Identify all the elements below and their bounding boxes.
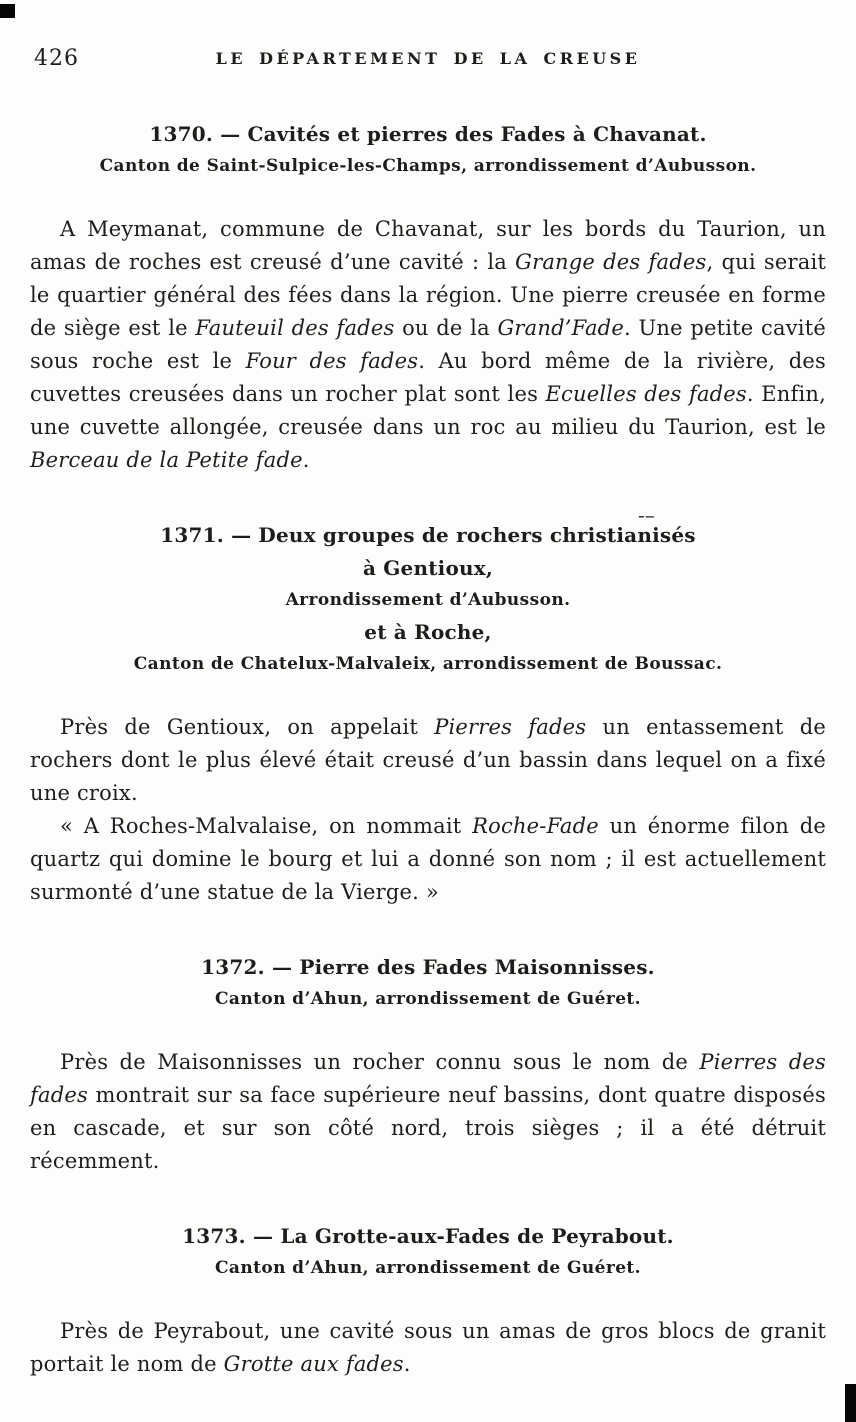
entry-heading-line: 1372. — Pierre des Fades Maisonnisses. — [201, 955, 655, 979]
entries-container — [0, 118, 856, 1381]
entry-heading — [30, 118, 826, 182]
text-segment: , qui serait le quartier général des fées dans la région. Une pierre creusée en forme de siège est le — [30, 250, 827, 340]
text-segment: Près de Gentioux, on appelait — [60, 715, 435, 739]
text-segment: . Au bord même de la rivière, des cuvettes creusées dans un rocher plat sont les — [30, 349, 826, 406]
scan-artifact-bottom-right — [845, 1384, 856, 1422]
entry-heading-line: 1373. — La Grotte-aux-Fades de Peyrabout. — [182, 1224, 674, 1248]
italic-term: Ecuelles des fades — [545, 382, 747, 406]
text-segment: . — [302, 448, 310, 472]
entry-2 — [30, 519, 826, 909]
scan-artifact-top-left — [0, 4, 15, 18]
entry-1 — [30, 118, 826, 477]
entry-paragraph — [30, 810, 826, 909]
entry-paragraph — [30, 1046, 826, 1178]
entry-heading-line: Canton d’Ahun, arrondissement de Guéret. — [214, 1258, 641, 1278]
entry-paragraph — [30, 1315, 826, 1381]
text-segment: ou de la — [394, 316, 498, 340]
entry-heading-line: Arrondissement d’Aubusson. — [285, 590, 571, 610]
text-segment: A Meymanat, commune de Chavanat, sur les bords du Taurion, un amas de roches est creusé d’une cavité : la — [30, 217, 826, 274]
entry-heading — [30, 519, 826, 680]
entry-heading-line: 1370. — Cavités et pierres des Fades à Chavanat. — [149, 122, 707, 146]
italic-term: Grand’Fade — [497, 316, 624, 340]
text-segment: un énorme filon de quartz qui domine le bourg et lui a donné son nom ; il est actuellement surmonté d’une statue de la Vierge. » — [30, 814, 826, 904]
entry-heading — [30, 951, 826, 1015]
entry-paragraph — [30, 213, 826, 477]
entry-4 — [30, 1220, 826, 1381]
text-segment: . Enfin, une cuvette allongée, creusée dans un roc au milieu du Taurion, est le — [30, 382, 827, 439]
italic-term: Four des fades — [245, 349, 419, 373]
stray-ink-mark: -– — [638, 503, 655, 527]
entry-paragraph — [30, 711, 826, 810]
italic-term: Fauteuil des fades — [195, 316, 395, 340]
entry-heading-line: Canton d’Ahun, arrondissement de Guéret. — [214, 989, 641, 1009]
entry-heading-line: Canton de Saint-Sulpice-les-Champs, arrondissement d’Aubusson. — [99, 156, 757, 176]
italic-term: Roche-Fade — [472, 814, 599, 838]
entry-heading-line: 1371. — Deux groupes de rochers christianisés — [160, 523, 696, 547]
entry-heading — [30, 1220, 826, 1284]
running-title: LE DÉPARTEMENT DE LA CREUSE — [215, 49, 641, 68]
text-segment: Près de Peyrabout, une cavité sous un amas de gros blocs de granit portait le nom de — [30, 1319, 826, 1376]
page-number: 426 — [34, 46, 79, 71]
italic-term: Grotte aux fades — [223, 1352, 404, 1376]
text-segment: un entassement de rochers dont le plus élevé était creusé d’un bassin dans lequel on a fixé une croix. — [30, 715, 826, 805]
text-segment: . Une petite cavité sous roche est le — [30, 316, 826, 373]
page-header — [0, 46, 856, 76]
text-segment: « A Roches-Malvalaise, on nommait — [60, 814, 473, 838]
text-segment: Près de Maisonnisses un rocher connu sous le nom de — [60, 1050, 700, 1074]
entry-3 — [30, 951, 826, 1178]
entry-heading-line: à Gentioux, — [362, 556, 494, 580]
entry-heading-line: Canton de Chatelux-Malvaleix, arrondissement de Boussac. — [133, 654, 723, 674]
entry-heading-line: et à Roche, — [364, 620, 492, 644]
italic-term: Pierres fades — [434, 715, 587, 739]
italic-term: Berceau de la Petite fade — [30, 448, 303, 472]
italic-term: Grange des fades — [515, 250, 707, 274]
text-segment: montrait sur sa face supérieure neuf bassins, dont quatre disposés en cascade, et sur son côté nord, trois sièges ; il a été détruit récemment. — [30, 1083, 826, 1173]
italic-term: Pierres des fades — [30, 1050, 826, 1107]
text-segment: . — [403, 1352, 411, 1376]
